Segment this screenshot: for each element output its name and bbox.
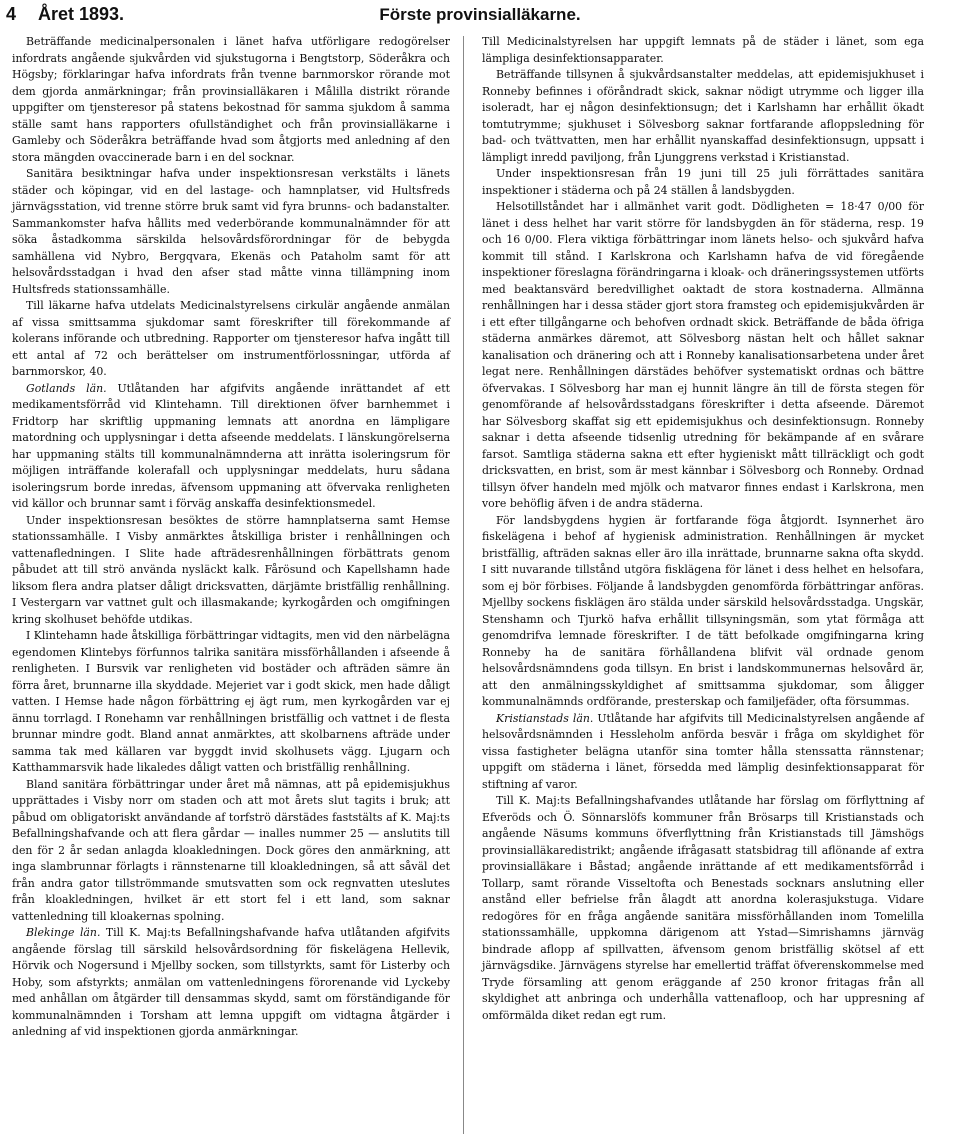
paragraph (12, 34, 450, 166)
paragraph (12, 777, 450, 926)
paragraph-text: Under inspektionsresan från 19 juni till 25 juli förrättades sanitära inspektioner i städerna och på 24 ställen å landsbygden. (482, 167, 924, 197)
paragraph-text: Utlåtanden har afgifvits angående inrättandet af ett medikamentsförråd vid Klintehamn. Till direktionen öfver barnhemmet i Fridtorp har skriftlig uppmaning lemnats att anordna en lämpligare matordning och upplysningar i detta afseende meddelats. I länskungörelserna har uppmaning stälts till kommunalnämnderna att inrätta isoleringsrum för möjligen inträffande kolerafall och upplysningar meddelats, huru sådana isoleringsrum borde inredas, äfvensom uppmaning att öfvervaka renligheten vid källor och brunnar samt i förväg anskaffa desinfektionsmedel. (12, 381, 450, 510)
paragraph-text: Sanitära besiktningar hafva under inspektionsresan verkstälts i länets städer och köpingar, vid en del lastage- och hamnplatser, vid Hultsfreds järnvägsstation, vid trenne större bruk samt vid fyra brunns- och badanstalter. Sammankomster hafva hållits med vederbörande kommunalnämnder för att söka åstadkomma särskilda helsovårdsförordningar för de bebygda samhällena vid Nybro, Bergqvara, Ekenäs och Pataholm samt för att helsovårdsstadgan i hvad den afser stad måtte vinna tillämpning inom Hultsfreds stationssamhälle. (12, 167, 450, 296)
page-header (6, 4, 954, 28)
left-column (12, 34, 450, 1041)
running-title: Förste provinsialläkarne. (379, 5, 581, 24)
page-year: Året 1893. (38, 4, 125, 24)
page-number: 4 (6, 4, 17, 24)
paragraph-text: Beträffande tillsynen å sjukvårdsanstalter meddelas, att epidemisjukhuset i Ronneby befinnes i oföråndradt skick, saknar nödigt utrymme och ligger illa isoleradt, har ej någon desinfektionsugn; det i Karlshamn har erhållit ökadt tomtutrymme; sjukhuset i Sölvesborg saknar fortfarande afloppsledning för bad- och tvättvatten, men har erhållit nyanskaffad desinfektionsugn, uppsatt i lämpligt inredd paviljong, från Ljunggrens verkstad i Kristianstad. (482, 68, 924, 164)
paragraph (12, 381, 450, 513)
paragraph-text: Till K. Maj:ts Befallningshafvandes utlåtande har förslag om förflyttning af Efveröds och Ö. Sönnarslöfs kommuner från Brösarps till Kristianstads och angående Näsums kommuns öfverflyttning från Kristianstads till Jämshögs provinsialläkaredistrikt; angående ifrågasatt statsbidrag till aflönande af extra provinsialläkare i Båstad; angående inrättande af ett medikamentsförråd i Tollarp, samt rörande Visseltofta och Benestads socknars anslutning eller anstånd eller befrielse från ålagdt att anordna kolerasjukstuga. Vidare redogöres för en fråga angående sanitära missförhållanden inom Tomelilla stationssamhälle, uppkomna därigenom att Ystad—Simrishamns järnväg bindrade aflopp af spillvatten, äfvensom genom bristfällig skötsel af ett järnvägsdike. Järnvägens styrelse har emellertid träffat öfverenskommelse med Tryde församling att genom eräggande af 250 kronor fritagas från all skyldighet att anbringa och underhålla vattenafloop, och har uppresning af omförmälda diket redan egt rum. (482, 794, 924, 1022)
paragraph (482, 513, 924, 711)
paragraph (12, 925, 450, 1041)
column-divider (463, 36, 464, 1134)
paragraph (12, 513, 450, 629)
paragraph (482, 34, 924, 67)
paragraph (482, 166, 924, 199)
section-heading: Blekinge län. (26, 926, 101, 939)
paragraph (482, 67, 924, 166)
paragraph-text: I Klintehamn hade åtskilliga förbättringar vidtagits, men vid den närbelägna egendomen Klintebys förfunnos talrika sanitära missförhållanden i afseende å renligheten. I Bursvik var renligheten vid bostäder och afträden sämre än förra året, brunnarne illa skyddade. Mejeriet var i godt skick, men hade dåligt vatten. I Hemse hade någon förbättring ej ägt rum, men kyrkogården var ej ännu torrlagd. I Ronehamn var renhållningen bristfällig och vattnet i de flesta brunnar mindre godt. Bland annat anmärktes, att skolbarnens afträde under samma tak med källaren var byggdt invid skolhusets vägg. Ljugarn och Katthammarsvik hade likaledes dåligt vatten och bristfällig renhållning. (12, 629, 450, 774)
paragraph-text: Helsotillståndet har i allmänhet varit godt. Dödligheten = 18·47 0/00 för länet i dess helhet har varit större för landsbygden än för städerna, resp. 19 och 16 0/00. Flera viktiga förbättringar inom länets helso- och sjukvård hafva kommit till stånd. I Karlskrona och Karlshamn hafva de vid föregående inspektioner föreslagna förändringarna i kloak- och dräneringssystemen utförts med beaktansvärd beredvillighet oaktadt de stora kostnaderna. Allmänna renhållningen har i dessa städer gjort stora framsteg och epidemisjukvården är i ett efter tillgångarne och behofven ordnadt skick. Beträffande de båda öfriga städerna anmärkes däremot, att Sölvesborg nästan helt och hållet saknar kanalisation och dränering och att i Ronneby kanalisationsarbetena under året legat nere. Renhållningen därstädes behöfver systematiskt ordnas och bättre öfvervakas. I Sölvesborg har man ej hunnit längre än till de första stegen för genomförande af helsovårdsstadgans föreskrifter i detta afseende. Däremot har Sölvesborg skaffat sig ett epidemisjukhus och desinfektionsugn. Ronneby saknar i detta afseende tidsenlig utredning för bekämpande af en svårare farsot. Samtliga städerna sakna ett efter hygieniskt mått tillräckligt och godt dricksvatten, en brist, som är mest kännbar i Sölvesborg och Ronneby. Ordnad tillsyn öfver handeln med mjölk och matvaror finnes endast i Karlskrona, men vore behöflig äfven i de andra städerna. (482, 200, 924, 510)
section-heading: Kristianstads län. (496, 711, 594, 725)
paragraph-text: Under inspektionsresan besöktes de större hamnplatserna samt Hemse stationssamhälle. I Visby anmärktes åtskilliga brister i renhållningen och vattenafledningen. I Slite hade afträdesrenhållningen förbättrats genom påbudet att till strö använda nysläckt kalk. Fårösund och Kapellshamn hade liksom flera andra platser dåligt dricksvatten, därjämte bristfällig renhållning. I Vestergarn var vattnet gult och illasmakande; kyrkogården och omgifningen kring skolhuset behöfde utdikas. (12, 513, 450, 626)
paragraph-text: Till Medicinalstyrelsen har uppgift lemnats på de städer i länet, som ega lämpliga desinfektionsapparater. (482, 35, 924, 65)
paragraph-text: Utlåtande har afgifvits till Medicinalstyrelsen angående af helsovårdsnämnden i Hessleholm anförda besvär i fråga om skyldighet för vissa fastigheter belägna utanför sina tomter hålla stenssatta rännstenar; uppgift om städerna i länet, försedda med lämplig desinfektionsapparat för stiftning af varor. (482, 711, 924, 791)
right-column (482, 34, 924, 1024)
paragraph (482, 711, 924, 794)
paragraph (12, 628, 450, 777)
paragraph-text: För landsbygdens hygien är fortfarande föga åtgjordt. Isynnerhet äro fiskelägena i behof af hygienisk administration. Renhållningen är mycket bristfällig, afträden saknas eller äro illa inrättade, brunnarne sakna ofta skydd. I sitt nuvarande tillstånd utgöra fisklägena för länet i dess helhet en helsofara, som ej bör förbises. Följande å landsbygden genomförda förbättringar anföras. Mjellby sockens fisklägen äro stälda under särskild helsovårdsstadga. Ungskär, Stenshamn och Tjurkö hafva erhållit tillsyningsmän, som ytat förmåga att genomdrifva lemnade föreskrifter. I de tätt befolkade omgifningarna kring Ronneby ha de sanitära förhållandena blifvit väl ordnade genom helsovårdsnämndens goda tillsyn. En brist i landskommunernas helsovård är, att den anmälningsskyldighet af smittsamma sjukdomar, som åligger kommunalnämnds ordförande, presterskap och familjefäder, ofta försummas. (482, 513, 924, 708)
paragraph-text: Beträffande medicinalpersonalen i länet hafva utförligare redogörelser infordrats angående sjukvården vid sjukstugorna i Bengtstorp, Söderåkra och Högsby; förklaringar hafva infordrats från tvenne barnmorskor rörande mot dem gjorda anmärkningar; från provinsialläkaren i Målilla distrikt rörande uppgifter om tjensteresor på statens bekostnad för samma sjukdom å samma ställe samt hans rapporters ofullständighet och från provinsialläkarne i Gamleby och Söderåkra beträffande hvad som åtgjorts med anledning af den stora mängden ovaccinerade barn i en del socknar. (12, 35, 450, 164)
paragraph (482, 793, 924, 1024)
paragraph (482, 199, 924, 513)
paragraph-text: Till läkarne hafva utdelats Medicinalstyrelsens cirkulär angående anmälan af vissa smittsamma sjukdomar samt föreskrifter till förekommande af kolerans införande och utbredning. Rapporter om tjensteresor hafva ingått till ett antal af 72 och berättelser om instrumentförlossningar, utförda af barnmorskor, 40. (12, 299, 450, 378)
section-heading: Gotlands län. (26, 381, 107, 395)
paragraph-text: Till K. Maj:ts Befallningshafvande hafva utlåtanden afgifvits angående förslag till särskild helsovårdsordning för fiskelägena Hellevik, Hörvik och Nogersund i Mjellby socken, som tillstyrkts, samt för Listerby och Hoby, som afstyrkts; anmälan om vattenledningens förorenande vid Lyckeby med anhållan om åtgärder till densammas skydd, samt om förständigande för kommunalnämnden i Torsham att lemna uppgift om vidtagna åtgärder i anledning af vid inspektionen gjorda anmärkningar. (12, 926, 451, 1038)
paragraph (12, 298, 450, 381)
paragraph-text: Bland sanitära förbättringar under året må nämnas, att på epidemisjukhus upprättades i Visby norr om staden och att mot årets slut tagits i bruk; att påbud om obligatoriskt användande af torfströ därstädes faststälts af K. Maj:ts Befallningshafvande och att flera gårdar — inalles nummer 25 — anslutits till den för 2 år sedan anlagda kloakledningen. Dock göres den anmärkning, att inga slambrunnar förlagts i rännstenarne till kloakledningen, så att såväl det från andra gator tillströmmande smutsvatten som ock regnvatten uteslutes från kloakledningen, hvilket är ett stort fel i ett land, som saknar vattenledning till kloakernas spolning. (12, 777, 450, 923)
paragraph (12, 166, 450, 298)
